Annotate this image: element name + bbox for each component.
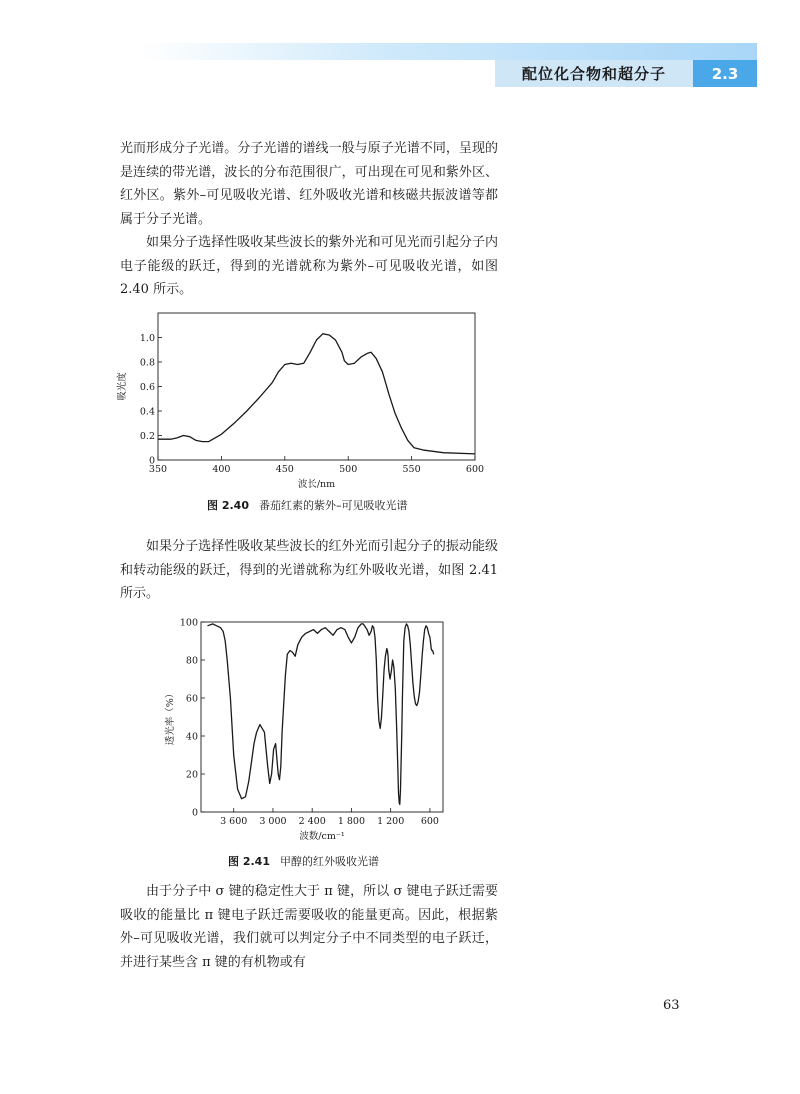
- x-tick-label: 500: [339, 464, 358, 475]
- y-tick-label: 0: [191, 807, 198, 819]
- figure-2-40-number: 图 2.40: [207, 499, 249, 512]
- x-tick-label: 2 400: [298, 816, 326, 827]
- x-axis-label: 波长/nm: [297, 479, 336, 488]
- y-tick-label: 1.0: [139, 333, 155, 344]
- x-tick-label: 1 200: [377, 816, 405, 827]
- y-tick-label: 0.2: [139, 431, 155, 442]
- y-tick-label: 0.4: [139, 406, 155, 418]
- y-axis-label: 透光率（%）: [165, 688, 176, 746]
- series-line-0: [208, 624, 434, 805]
- page-number: 63: [663, 998, 680, 1013]
- x-tick-label: 1 800: [337, 816, 366, 827]
- paragraph-4: 由于分子中 σ 键的稳定性大于 π 键，所以 σ 键电子跃迁需要吸收的能量比 π 键电子跃迁需要吸收的能量更高。因此，根据紫外–可见吸收光谱，我们就可以判定分子中不同类型的电子跃迁，并进行某些含 π 键的有机物或有: [120, 884, 498, 970]
- x-tick-label: 550: [402, 464, 421, 475]
- figure-2-41-caption: [228, 853, 379, 869]
- y-tick-label: 40: [185, 731, 198, 743]
- x-tick-label: 350: [148, 464, 168, 475]
- paragraph-2: 如果分子选择性吸收某些波长的紫外光和可见光而引起分子内电子能级的跃迁，得到的光谱就称为紫外–可见吸收光谱，如图 2.40 所示。: [120, 235, 498, 297]
- x-tick-label: 450: [275, 464, 294, 475]
- paragraph-1: 光而形成分子光谱。分子光谱的谱线一般与原子光谱不同，呈现的是连续的带光谱，波长的分布范围很广，可出现在可见和紫外区、红外区。紫外–可见吸收光谱、红外吸收光谱和核磁共振波谱等都属于分子光谱。: [120, 141, 498, 227]
- section-number: 2.3: [693, 60, 757, 87]
- figure-2-41-number: 图 2.41: [228, 855, 270, 868]
- x-axis-label: 波数/cm⁻¹: [299, 831, 345, 842]
- series-line-0: [158, 334, 475, 454]
- x-tick-label: 400: [212, 464, 231, 475]
- x-tick-label: 3 600: [220, 816, 248, 827]
- section-title: 配位化合物和超分子: [495, 60, 693, 87]
- paragraph-3: 如果分子选择性吸收某些波长的红外光而引起分子的振动能级和转动能级的跃迁，得到的光谱就称为红外吸收光谱，如图 2.41 所示。: [120, 539, 498, 601]
- y-tick-label: 0: [148, 455, 155, 467]
- y-tick-label: 20: [185, 769, 198, 781]
- figure-2-40-caption: [207, 497, 407, 513]
- plot-frame: [158, 313, 475, 460]
- figure-2-40-text: 番茄红素的紫外–可见吸收光谱: [258, 499, 408, 512]
- ir-chart: [155, 612, 455, 847]
- x-tick-label: 600: [420, 816, 439, 827]
- y-tick-label: 0.6: [139, 382, 155, 393]
- y-tick-label: 0.8: [139, 357, 155, 369]
- y-tick-label: 100: [179, 617, 198, 629]
- y-tick-label: 80: [185, 655, 198, 667]
- x-tick-label: 600: [465, 464, 485, 475]
- uv-vis-chart: [110, 308, 500, 488]
- y-tick-label: 60: [185, 693, 198, 705]
- figure-2-41-text: 甲醇的红外吸收光谱: [279, 855, 379, 868]
- header-band: [140, 43, 757, 60]
- y-axis-label: 吸光度: [117, 372, 128, 401]
- x-tick-label: 3 000: [259, 816, 287, 827]
